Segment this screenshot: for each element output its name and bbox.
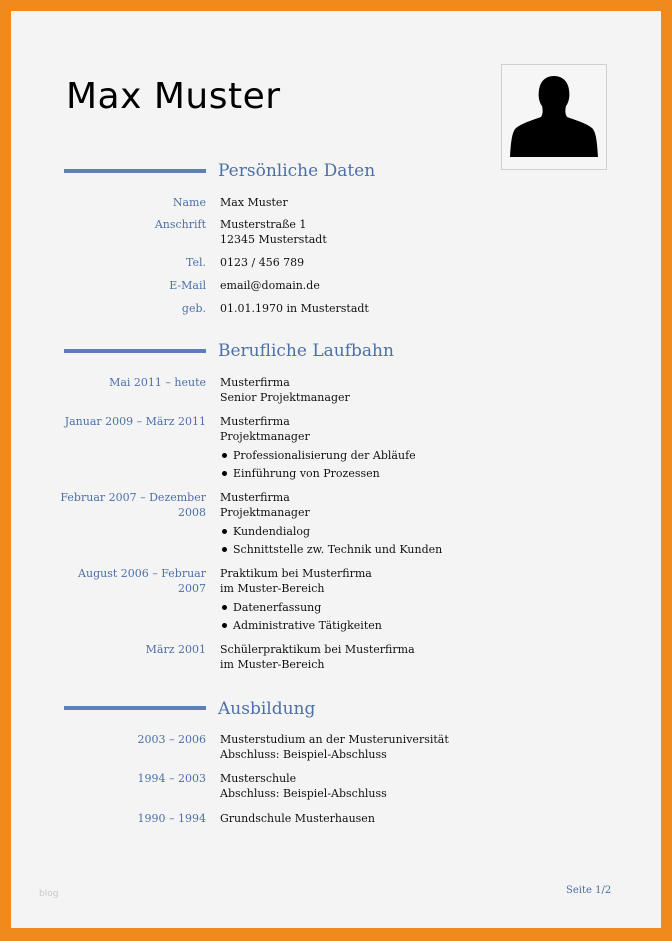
period-line: Mai 2011 – heute bbox=[109, 376, 206, 389]
value-line: Musterstraße 1 bbox=[220, 218, 307, 231]
period-line: 2007 bbox=[178, 582, 206, 595]
value-address bbox=[220, 217, 580, 247]
task-item: Einführung von Prozessen bbox=[220, 465, 580, 483]
company: Praktikum bei Musterfirma bbox=[220, 567, 372, 580]
page-number: Seite 1/2 bbox=[566, 885, 612, 896]
label-name: Name bbox=[172, 196, 206, 209]
task-list bbox=[220, 523, 580, 559]
education-period bbox=[46, 771, 206, 786]
task-item: Kundendialog bbox=[220, 523, 580, 541]
task-item: Administrative Tätigkeiten bbox=[220, 617, 580, 635]
school: Musterschule bbox=[220, 772, 297, 785]
profile-photo bbox=[501, 64, 607, 170]
value-email[interactable] bbox=[220, 278, 580, 293]
period-line: 1994 – 2003 bbox=[137, 772, 206, 785]
task-list bbox=[220, 599, 580, 635]
task-list bbox=[220, 447, 580, 483]
section-bar-education bbox=[64, 706, 206, 710]
person-silhouette-icon bbox=[502, 65, 606, 169]
degree: Abschluss: Beispiel-Abschluss bbox=[220, 748, 387, 761]
value-line: 12345 Musterstadt bbox=[220, 233, 327, 246]
job-title: Projektmanager bbox=[220, 430, 310, 443]
value-line: Max Muster bbox=[220, 196, 288, 209]
section-bar-personal bbox=[64, 169, 206, 173]
period-line: 2003 – 2006 bbox=[137, 733, 206, 746]
career-details bbox=[220, 566, 580, 635]
cv-name-heading: Max Muster bbox=[66, 76, 281, 117]
watermark-text: blog bbox=[39, 889, 59, 899]
education-details bbox=[220, 811, 580, 826]
cv-page bbox=[11, 11, 661, 928]
company: Musterfirma bbox=[220, 415, 290, 428]
education-period bbox=[46, 811, 206, 826]
company: Schülerpraktikum bei Musterfirma bbox=[220, 643, 415, 656]
company: Musterfirma bbox=[220, 491, 290, 504]
task-item: Datenerfassung bbox=[220, 599, 580, 617]
company: Musterfirma bbox=[220, 376, 290, 389]
career-details bbox=[220, 642, 580, 672]
period-line: März 2001 bbox=[145, 643, 206, 656]
task-item: Schnittstelle zw. Technik und Kunden bbox=[220, 541, 580, 559]
career-period bbox=[46, 490, 206, 520]
period-line: August 2006 – Februar bbox=[78, 567, 206, 580]
career-details bbox=[220, 414, 580, 483]
section-title-personal: Persönliche Daten bbox=[218, 161, 376, 181]
value-line: 0123 / 456 789 bbox=[220, 256, 305, 269]
value-phone bbox=[220, 255, 580, 270]
career-period bbox=[46, 375, 206, 390]
education-details bbox=[220, 732, 580, 762]
period-line: 2008 bbox=[178, 506, 206, 519]
value-birth bbox=[220, 301, 580, 316]
section-bar-career bbox=[64, 349, 206, 353]
career-details bbox=[220, 375, 580, 405]
section-title-education: Ausbildung bbox=[218, 699, 316, 719]
career-period bbox=[46, 642, 206, 657]
career-period bbox=[46, 414, 206, 429]
label-phone: Tel. bbox=[185, 256, 206, 269]
job-title: im Muster-Bereich bbox=[220, 658, 325, 671]
education-details bbox=[220, 771, 580, 801]
job-title: im Muster-Bereich bbox=[220, 582, 325, 595]
career-details bbox=[220, 490, 580, 559]
email-link[interactable]: email@domain.de bbox=[220, 279, 320, 292]
school: Grundschule Musterhausen bbox=[220, 812, 375, 825]
label-birth: geb. bbox=[181, 302, 206, 315]
job-title: Senior Projektmanager bbox=[220, 391, 350, 404]
value-name bbox=[220, 195, 580, 210]
period-line: Februar 2007 – Dezember bbox=[60, 491, 206, 504]
school: Musterstudium an der Musteruniversität bbox=[220, 733, 449, 746]
section-title-career: Berufliche Laufbahn bbox=[218, 341, 394, 361]
value-line: 01.01.1970 in Musterstadt bbox=[220, 302, 369, 315]
label-email: E-Mail bbox=[169, 279, 206, 292]
job-title: Projektmanager bbox=[220, 506, 310, 519]
period-line: Januar 2009 – März 2011 bbox=[64, 415, 206, 428]
period-line: 1990 – 1994 bbox=[137, 812, 206, 825]
career-period bbox=[46, 566, 206, 596]
degree: Abschluss: Beispiel-Abschluss bbox=[220, 787, 387, 800]
education-period bbox=[46, 732, 206, 747]
task-item: Professionalisierung der Abläufe bbox=[220, 447, 580, 465]
label-address: Anschrift bbox=[154, 218, 206, 231]
